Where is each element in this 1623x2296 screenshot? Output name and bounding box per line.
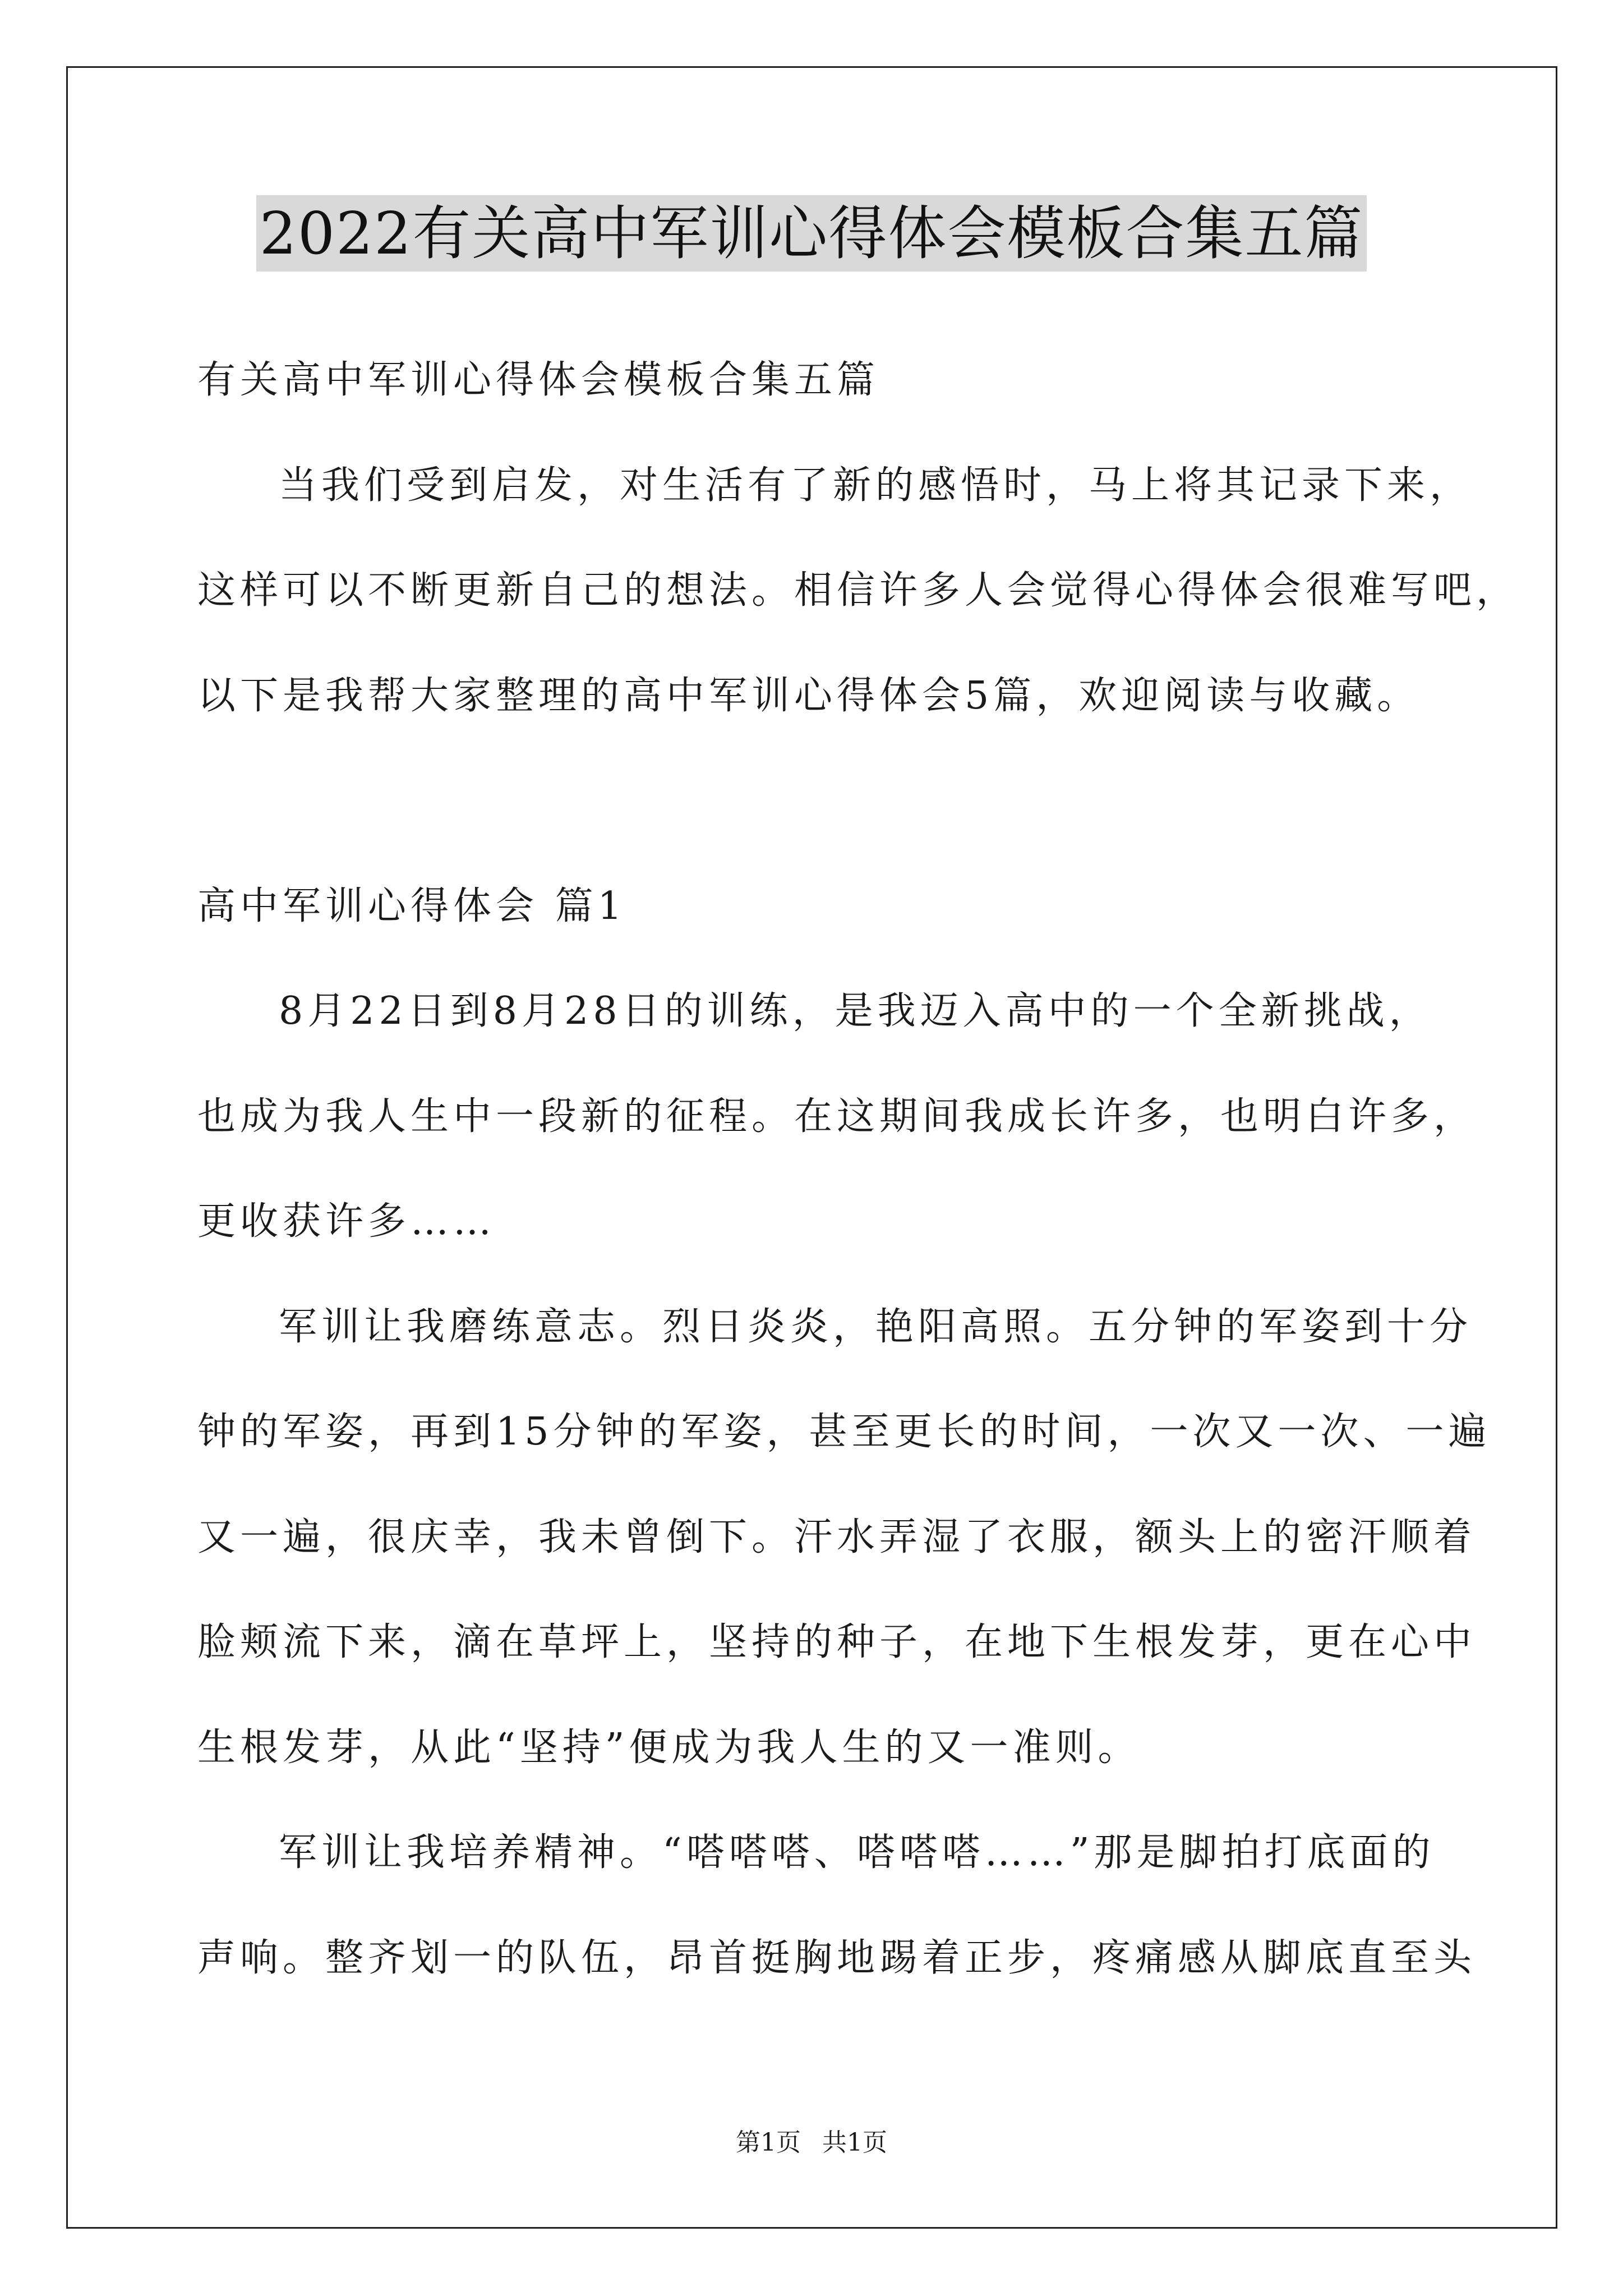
page-number-total: 共1页 xyxy=(822,2128,887,2157)
document-title: 2022有关高中军训心得体会模板合集五篇 xyxy=(256,195,1367,272)
title-container xyxy=(0,195,1623,272)
paragraph-line: 又一遍，很庆幸，我未曾倒下。汗水弄湿了衣服，额头上的密汗顺着 xyxy=(197,1515,1477,1559)
paragraph-line: 当我们受到启发，对生活有了新的感悟时，马上将其记录下来， xyxy=(279,463,1473,508)
page-number-current: 第1页 xyxy=(736,2128,801,2157)
subtitle-line: 有关高中军训心得体会模板合集五篇 xyxy=(197,358,880,402)
paragraph-line: 军训让我培养精神。“嗒嗒嗒、嗒嗒嗒……”那是脚拍打底面的 xyxy=(279,1830,1435,1875)
paragraph-line: 脸颊流下来，滴在草坪上，坚持的种子，在地下生根发芽，更在心中 xyxy=(197,1620,1477,1664)
paragraph-line: 更收获许多…… xyxy=(197,1199,496,1244)
paragraph-line: 钟的军姿，再到15分钟的军姿，甚至更长的时间，一次又一次、一遍 xyxy=(197,1410,1491,1454)
paragraph-line: 也成为我人生中一段新的征程。在这期间我成长许多，也明白许多， xyxy=(197,1094,1477,1139)
paragraph-line: 军训让我磨练意志。烈日炎炎，艳阳高照。五分钟的军姿到十分 xyxy=(279,1305,1473,1349)
paragraph-line: 这样可以不断更新自己的想法。相信许多人会觉得心得体会很难写吧， xyxy=(197,568,1519,613)
paragraph-line: 声响。整齐划一的队伍，昂首挺胸地踢着正步，疼痛感从脚底直至头 xyxy=(197,1936,1477,1980)
paragraph-line: 8月22日到8月28日的训练，是我迈入高中的一个全新挑战， xyxy=(279,989,1432,1033)
paragraph-line: 生根发芽，从此“坚持”便成为我人生的又一准则。 xyxy=(197,1726,1141,1770)
page-footer xyxy=(0,2126,1623,2160)
section-heading: 高中军训心得体会 篇1 xyxy=(197,884,626,928)
paragraph-line: 以下是我帮大家整理的高中军训心得体会5篇，欢迎阅读与收藏。 xyxy=(197,674,1420,718)
